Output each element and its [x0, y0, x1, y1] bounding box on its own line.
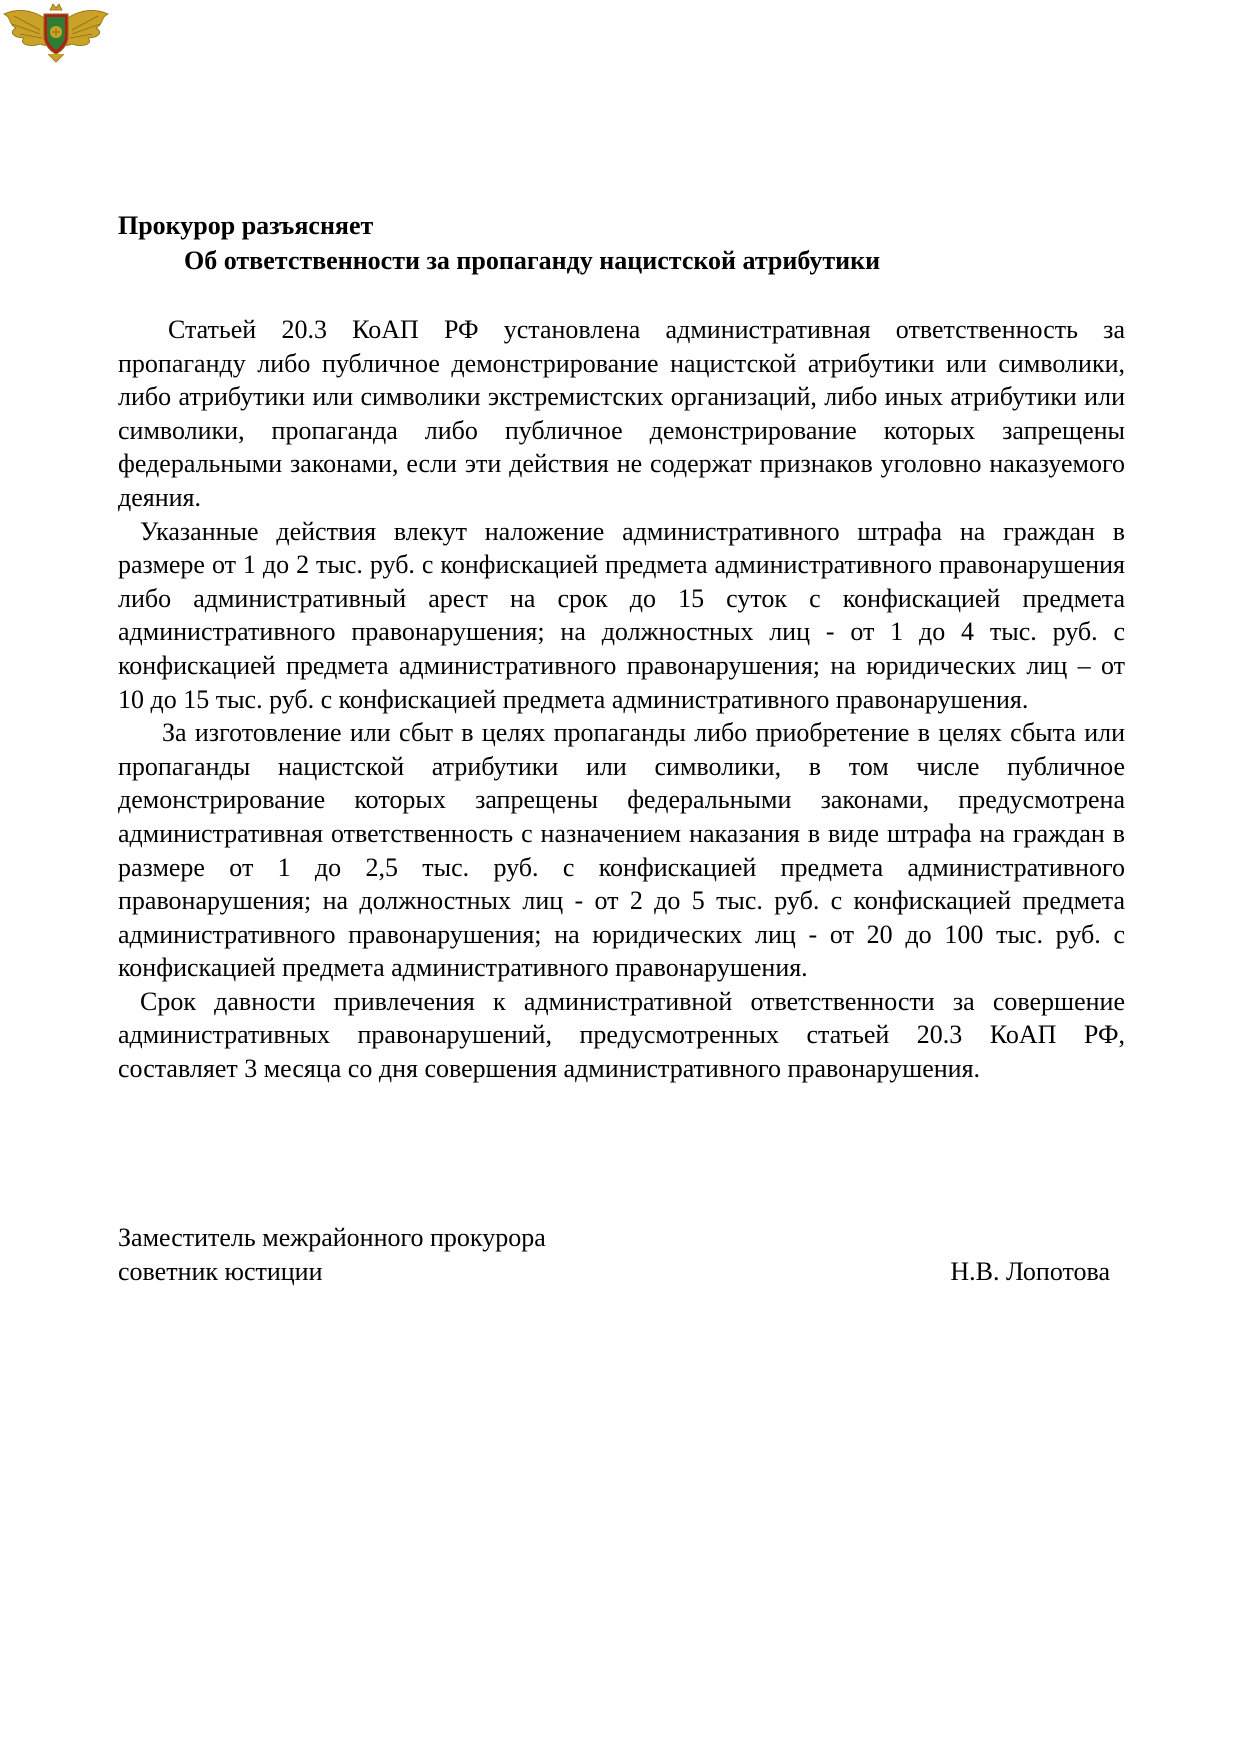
- document-title: Об ответственности за пропаганду нацистской атрибутики: [184, 246, 881, 275]
- prosecutor-emblem-icon: [0, 0, 112, 66]
- paragraph: Статьей 20.3 КоАП РФ установлена административная ответственность за пропаганду либо публичное демонстрирование нацистской атрибутики или символики, либо атрибутики или символики экстремистских организаций, либо иных атрибутики или символики, пропаганда либо публичное демонстрирование которых запрещены федеральными законами, если эти действия не содержат признаков уголовно наказуемого деяния.: [118, 315, 1125, 512]
- paragraph: Указанные действия влекут наложение административного штрафа на граждан в размере от 1 до 2 тыс. руб. с конфискацией предмета административного правонарушения либо административный арест на срок до 15 суток с конфискацией предмета административного правонарушения; на должностных лиц - от 1 до 4 тыс. руб. с конфискацией предмета административного правонарушения; на юридических лиц – от 10 до 15 тыс. руб. с конфискацией предмета административного правонарушения.: [118, 516, 1125, 714]
- signature-rank-line: [118, 1255, 1110, 1289]
- document-heading: Прокурор разъясняет: [118, 211, 374, 240]
- paragraph: Срок давности привлечения к административной ответственности за совершение административных правонарушений, предусмотренных статьей 20.3 КоАП РФ, составляет 3 месяца со дня совершения административного правонарушения.: [118, 986, 1125, 1084]
- signature-block: [118, 1221, 1110, 1288]
- paragraph: За изготовление или сбыт в целях пропаганды либо приобретение в целях сбыта или пропаганды нацистской атрибутики или символики, в том числе публичное демонстрирование которых запрещены федеральными законами, предусмотрена административная ответственность с назначением наказания в виде штрафа на граждан в размере от 1 до 2,5 тыс. руб. с конфискацией предмета административного правонарушения; на должностных лиц - от 2 до 5 тыс. руб. с конфискацией предмета административного правонарушения; на юридических лиц - от 20 до 100 тыс. руб. с конфискацией предмета административного правонарушения.: [118, 718, 1125, 983]
- signature-position-line: [118, 1221, 1110, 1255]
- signature-position: Заместитель межрайонного прокурора: [118, 1223, 546, 1252]
- signature-rank: советник юстиции: [118, 1256, 323, 1286]
- document-body: [118, 313, 1125, 1086]
- signature-name: Н.В. Лопотова: [950, 1256, 1110, 1286]
